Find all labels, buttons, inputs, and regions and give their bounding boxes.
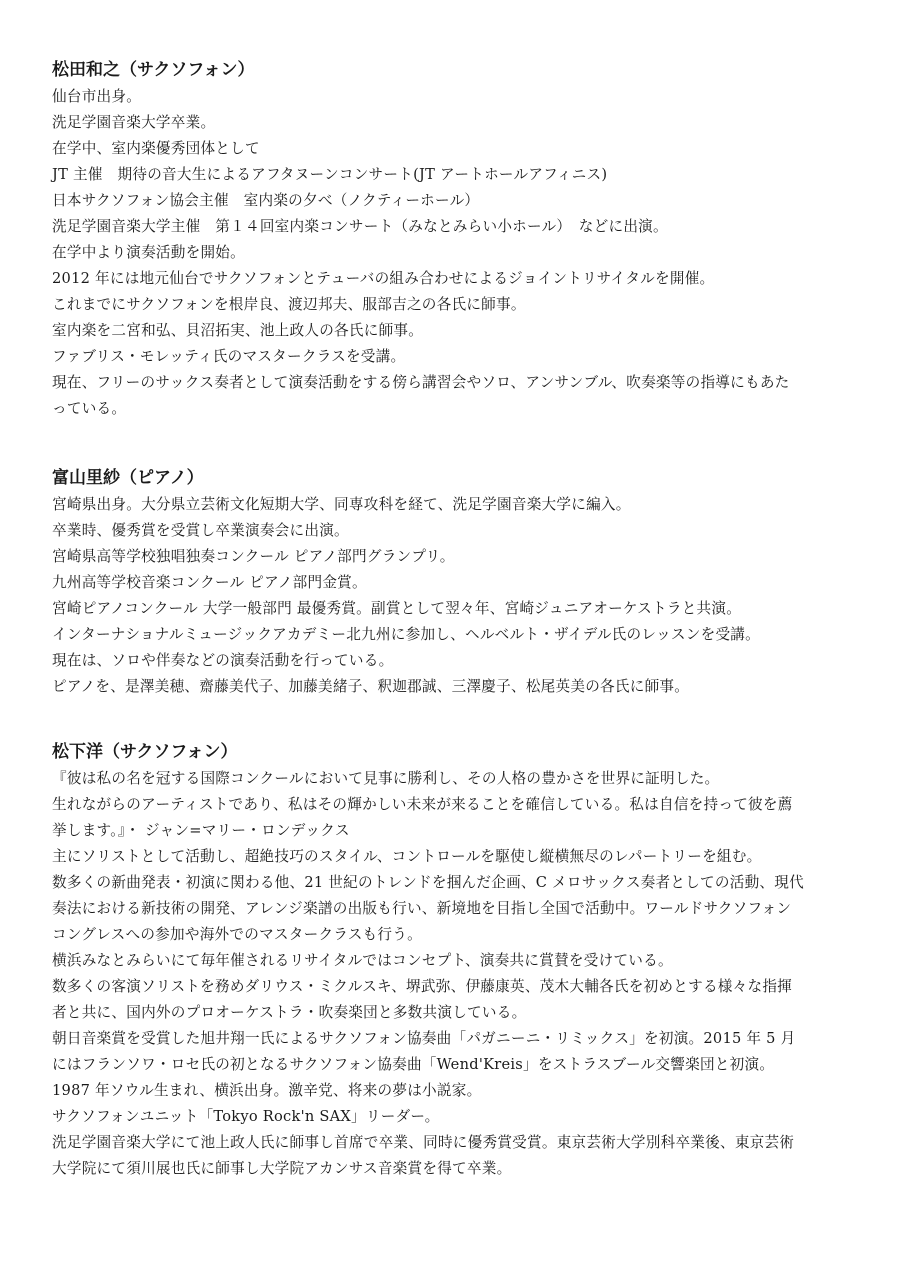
profile-line: 横浜みなとみらいにて毎年催されるリサイタルではコンセプト、演奏共に賞賛を受けている。 bbox=[52, 952, 673, 969]
profile-line: 数多くの新曲発表・初演に関わる他、21 世紀のトレンドを掴んだ企画、C メロサックス奏者としての活動、現代 bbox=[52, 874, 804, 891]
profile-line: JT 主催 期待の音大生によるアフタヌーンコンサート(JT アートホールアフィニス) bbox=[52, 166, 608, 183]
profile-line: 室内楽を二宮和弘、貝沼拓実、池上政人の各氏に師事。 bbox=[52, 322, 424, 339]
profile-line: 1987 年ソウル生まれ、横浜出身。激辛党、将来の夢は小説家。 bbox=[52, 1082, 482, 1099]
profile-line: ファブリス・モレッティ氏のマスタークラスを受講。 bbox=[52, 348, 406, 365]
profile-matsuda bbox=[52, 56, 862, 422]
profile-line: 主にソリストとして活動し、超絶技巧のスタイル、コントロールを駆使し縦横無尽のレパートリーを組む。 bbox=[52, 848, 762, 865]
profile-line: 洗足学園音楽大学卒業。 bbox=[52, 114, 216, 131]
profile-line: 在学中、室内楽優秀団体として bbox=[52, 140, 260, 157]
profile-line: 現在は、ソロや伴奏などの演奏活動を行っている。 bbox=[52, 652, 394, 669]
profile-line: 2012 年には地元仙台でサクソフォンとテューバの組み合わせによるジョイントリサイタルを開催。 bbox=[52, 270, 715, 287]
profile-line: 奏法における新技術の開発、アレンジ楽譜の出版も行い、新境地を目指し全国で活動中。ワールドサクソフォン bbox=[52, 900, 792, 917]
profile-line: コングレスへの参加や海外でのマスタークラスも行う。 bbox=[52, 926, 422, 943]
profile-tomiyama bbox=[52, 464, 862, 700]
profile-heading: 松田和之（サクソフォン） bbox=[52, 60, 255, 80]
profile-line: 日本サクソフォン協会主催 室内楽の夕べ（ノクティーホール） bbox=[52, 192, 480, 209]
profile-line: 朝日音楽賞を受賞した旭井翔一氏によるサクソフォン協奏曲「パガニーニ・リミックス」を初演。2015 年 5 月 bbox=[52, 1030, 796, 1047]
profile-line: 洗足学園音楽大学主催 第１４回室内楽コンサート（みなとみらい小ホール） などに出演。 bbox=[52, 218, 668, 235]
profile-line: 洗足学園音楽大学にて池上政人氏に師事し首席で卒業、同時に優秀賞受賞。東京芸術大学別科卒業後、東京芸術 bbox=[52, 1134, 795, 1151]
profile-line: 宮崎県高等学校独唱独奏コンクール ピアノ部門グランプリ。 bbox=[52, 548, 455, 565]
profile-line: 生れながらのアーティストであり、私はその輝かしい未来が来ることを確信している。私は自信を持って彼を薦 bbox=[52, 796, 793, 813]
profile-line: これまでにサクソフォンを根岸良、渡辺邦夫、服部吉之の各氏に師事。 bbox=[52, 296, 526, 313]
profile-line: サクソフォンユニット「Tokyo Rock'n SAX」リーダー。 bbox=[52, 1108, 440, 1125]
profile-line: 『彼は私の名を冠する国際コンクールにおいて見事に勝利し、その人格の豊かさを世界に証明した。 bbox=[52, 770, 720, 787]
profile-line: 九州高等学校音楽コンクール ピアノ部門金賞。 bbox=[52, 574, 367, 591]
profile-line: 数多くの客演ソリストを務めダリウス・ミクルスキ、堺武弥、伊藤康英、茂木大輔各氏を初めとする様々な指揮 bbox=[52, 978, 793, 995]
profile-line: 現在、フリーのサックス奏者として演奏活動をする傍ら講習会やソロ、アンサンブル、吹奏楽等の指導にもあた bbox=[52, 374, 790, 391]
profile-line: 仙台市出身。 bbox=[52, 88, 142, 105]
profile-line: 宮崎ピアノコンクール 大学一般部門 最優秀賞。副賞として翌々年、宮崎ジュニアオーケストラと共演。 bbox=[52, 600, 742, 617]
profile-heading: 富山里紗（ピアノ） bbox=[52, 468, 204, 488]
profile-line: 者と共に、国内外のプロオーケストラ・吹奏楽団と多数共演している。 bbox=[52, 1004, 527, 1021]
profile-line: ピアノを、是澤美穂、齋藤美代子、加藤美緒子、釈迦郡誠、三澤慶子、松尾英美の各氏に師事。 bbox=[52, 678, 690, 695]
profile-line: っている。 bbox=[52, 400, 127, 417]
profile-heading: 松下洋（サクソフォン） bbox=[52, 742, 238, 762]
profile-line: 挙します。』・ ジャン=マリー・ロンデックス bbox=[52, 822, 350, 839]
profile-line: インターナショナルミュージックアカデミー北九州に参加し、ヘルベルト・ザイデル氏のレッスンを受講。 bbox=[52, 626, 760, 643]
profile-line: にはフランソワ・ロセ氏の初となるサクソフォン協奏曲「Wend'Kreis」をストラスブール交響楽団と初演。 bbox=[52, 1056, 775, 1073]
profile-line: 大学院にて須川展也氏に師事し大学院アカンサス音楽賞を得て卒業。 bbox=[52, 1160, 512, 1177]
profile-line: 宮崎県出身。大分県立芸術文化短期大学、同専攻科を経て、洗足学園音楽大学に編入。 bbox=[52, 496, 631, 513]
profile-line: 卒業時、優秀賞を受賞し卒業演奏会に出演。 bbox=[52, 522, 349, 539]
profile-line: 在学中より演奏活動を開始。 bbox=[52, 244, 245, 261]
profile-matsushita bbox=[52, 738, 862, 1182]
